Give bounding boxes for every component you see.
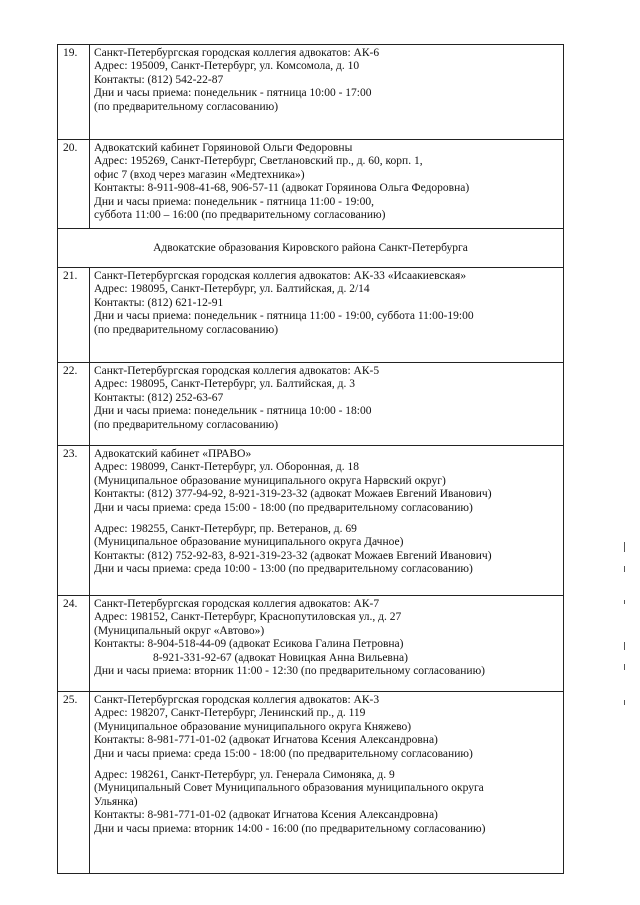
entry-row [58, 140, 564, 229]
entry-line: (по предварительному согласованию) [94, 100, 279, 113]
entry-line: Адрес: 198255, Санкт-Петербург, пр. Ветеранов, д. 69 [94, 523, 357, 536]
entry-line: Дни и часы приема: среда 10:00 - 13:00 (по предварительному согласованию) [94, 563, 473, 576]
entry-line: Санкт-Петербургская городская коллегия адвокатов: АК-7 [94, 598, 380, 610]
entry-line: Контакты: 8-981-771-01-02 (адвокат Игнатова Ксения Александровна) [94, 734, 438, 747]
entry-details [90, 596, 564, 692]
entry-number: 22. [58, 363, 90, 446]
entry-line: Контакты: 8-911-908-41-68, 906-57-11 (адвокат Горяинова Ольга Федоровна) [94, 182, 470, 195]
entry-line: суббота 11:00 – 16:00 (по предварительному согласованию) [94, 209, 386, 222]
entry-line: (Муниципальный округ «Автово») [94, 624, 265, 637]
entry-line: Адвокатский кабинет Горяиновой Ольги Федоровны [94, 142, 353, 154]
entry-line: (Муниципальный Совет Муниципального образования муниципального округа [94, 782, 484, 795]
entry-line: Адвокатский кабинет «ПРАВО» [94, 448, 252, 460]
entry-number: 23. [58, 446, 90, 596]
section-heading: Адвокатские образования Кировского района Санкт-Петербурга [58, 229, 564, 268]
entry-line: Адрес: 198261, Санкт-Петербург, ул. Генерала Симоняка, д. 9 [94, 769, 395, 782]
entry-number: 25. [58, 692, 90, 874]
entry-details [90, 268, 564, 363]
entry-line: Санкт-Петербургская городская коллегия адвокатов: АК-6 [94, 47, 380, 59]
entry-line: Санкт-Петербургская городская коллегия адвокатов: АК-5 [94, 365, 380, 377]
section-row [58, 229, 564, 268]
entry-line: Дни и часы приема: вторник 14:00 - 16:00 (по предварительному согласованию) [94, 822, 486, 835]
entry-line: Контакты: (812) 752-92-83, 8-921-319-23-32 (адвокат Можаев Евгений Иванович) [94, 549, 492, 562]
entry-line: (Муниципальное образование муниципального округа Дачное) [94, 536, 404, 549]
entry-row [58, 692, 564, 874]
entry-number: 19. [58, 45, 90, 140]
lawyers-table [57, 44, 564, 874]
entry-details [90, 692, 564, 874]
entry-line: Контакты: (812) 252-63-67 [94, 391, 224, 404]
entry-row [58, 596, 564, 692]
entry-line: Адрес: 198095, Санкт-Петербург, ул. Балтийская, д. 3 [94, 378, 355, 391]
block-gap [94, 761, 563, 769]
entry-line: Дни и часы приема: среда 15:00 - 18:00 (по предварительному согласованию) [94, 501, 473, 514]
entry-line: Адрес: 198095, Санкт-Петербург, ул. Балтийская, д. 2/14 [94, 283, 370, 296]
entry-line: Дни и часы приема: вторник 11:00 - 12:30 (по предварительному согласованию) [94, 665, 485, 678]
entry-line: (по предварительному согласованию) [94, 418, 279, 431]
entry-line: Дни и часы приема: понедельник - пятница 10:00 - 17:00 [94, 87, 372, 100]
entry-line: Адрес: 198099, Санкт-Петербург, ул. Оборонная, д. 18 [94, 461, 360, 474]
scan-edge-marks [624, 0, 627, 905]
entry-line: Контакты: 8-904-518-44-09 (адвокат Есикова Галина Петровна) [94, 638, 404, 651]
entry-line: (по предварительному согласованию) [94, 323, 279, 336]
entry-line: Контакты: (812) 542-22-87 [94, 73, 224, 86]
entry-line: Контакты: (812) 377-94-92, 8-921-319-23-32 (адвокат Можаев Евгений Иванович) [94, 488, 492, 501]
entry-line: офис 7 (вход через магазин «Медтехника») [94, 168, 305, 181]
entry-row [58, 268, 564, 363]
entry-line: Санкт-Петербургская городская коллегия адвокатов: АК-33 «Исаакиевская» [94, 270, 467, 282]
entry-details [90, 363, 564, 446]
entry-line: 8-921-331-92-67 (адвокат Новицкая Анна Вильевна) [153, 651, 408, 664]
entry-number: 20. [58, 140, 90, 229]
entry-line: Дни и часы приема: понедельник - пятница 11:00 - 19:00, [94, 195, 374, 208]
entry-line: Дни и часы приема: среда 15:00 - 18:00 (по предварительному согласованию) [94, 747, 473, 760]
entry-line: (Муниципальное образование муниципального округа Княжево) [94, 720, 412, 733]
entry-line: (Муниципальное образование муниципального округа Нарвский округ) [94, 474, 446, 487]
entry-details [90, 140, 564, 229]
entry-number: 24. [58, 596, 90, 692]
entry-row [58, 363, 564, 446]
block-gap [94, 515, 563, 523]
entry-number: 21. [58, 268, 90, 363]
entry-line: Ульянка) [94, 795, 138, 808]
entry-line: Адрес: 198207, Санкт-Петербург, Ленинский пр., д. 119 [94, 707, 366, 720]
entry-line: Дни и часы приема: понедельник - пятница 11:00 - 19:00, суббота 11:00-19:00 [94, 310, 474, 323]
entry-line: Дни и часы приема: понедельник - пятница 10:00 - 18:00 [94, 405, 372, 418]
entry-details [90, 45, 564, 140]
entry-line: Контакты: 8-981-771-01-02 (адвокат Игнатова Ксения Александровна) [94, 809, 438, 822]
entry-line: Контакты: (812) 621-12-91 [94, 296, 224, 309]
entry-line: Адрес: 198152, Санкт-Петербург, Краснопутиловская ул., д. 27 [94, 611, 402, 624]
entry-line: Санкт-Петербургская городская коллегия адвокатов: АК-3 [94, 694, 380, 706]
entry-line: Адрес: 195009, Санкт-Петербург, ул. Комсомола, д. 10 [94, 60, 360, 73]
entry-details [90, 446, 564, 596]
entry-row [58, 446, 564, 596]
entry-row [58, 45, 564, 140]
entry-line: Адрес: 195269, Санкт-Петербург, Светлановский пр., д. 60, корп. 1, [94, 155, 423, 168]
